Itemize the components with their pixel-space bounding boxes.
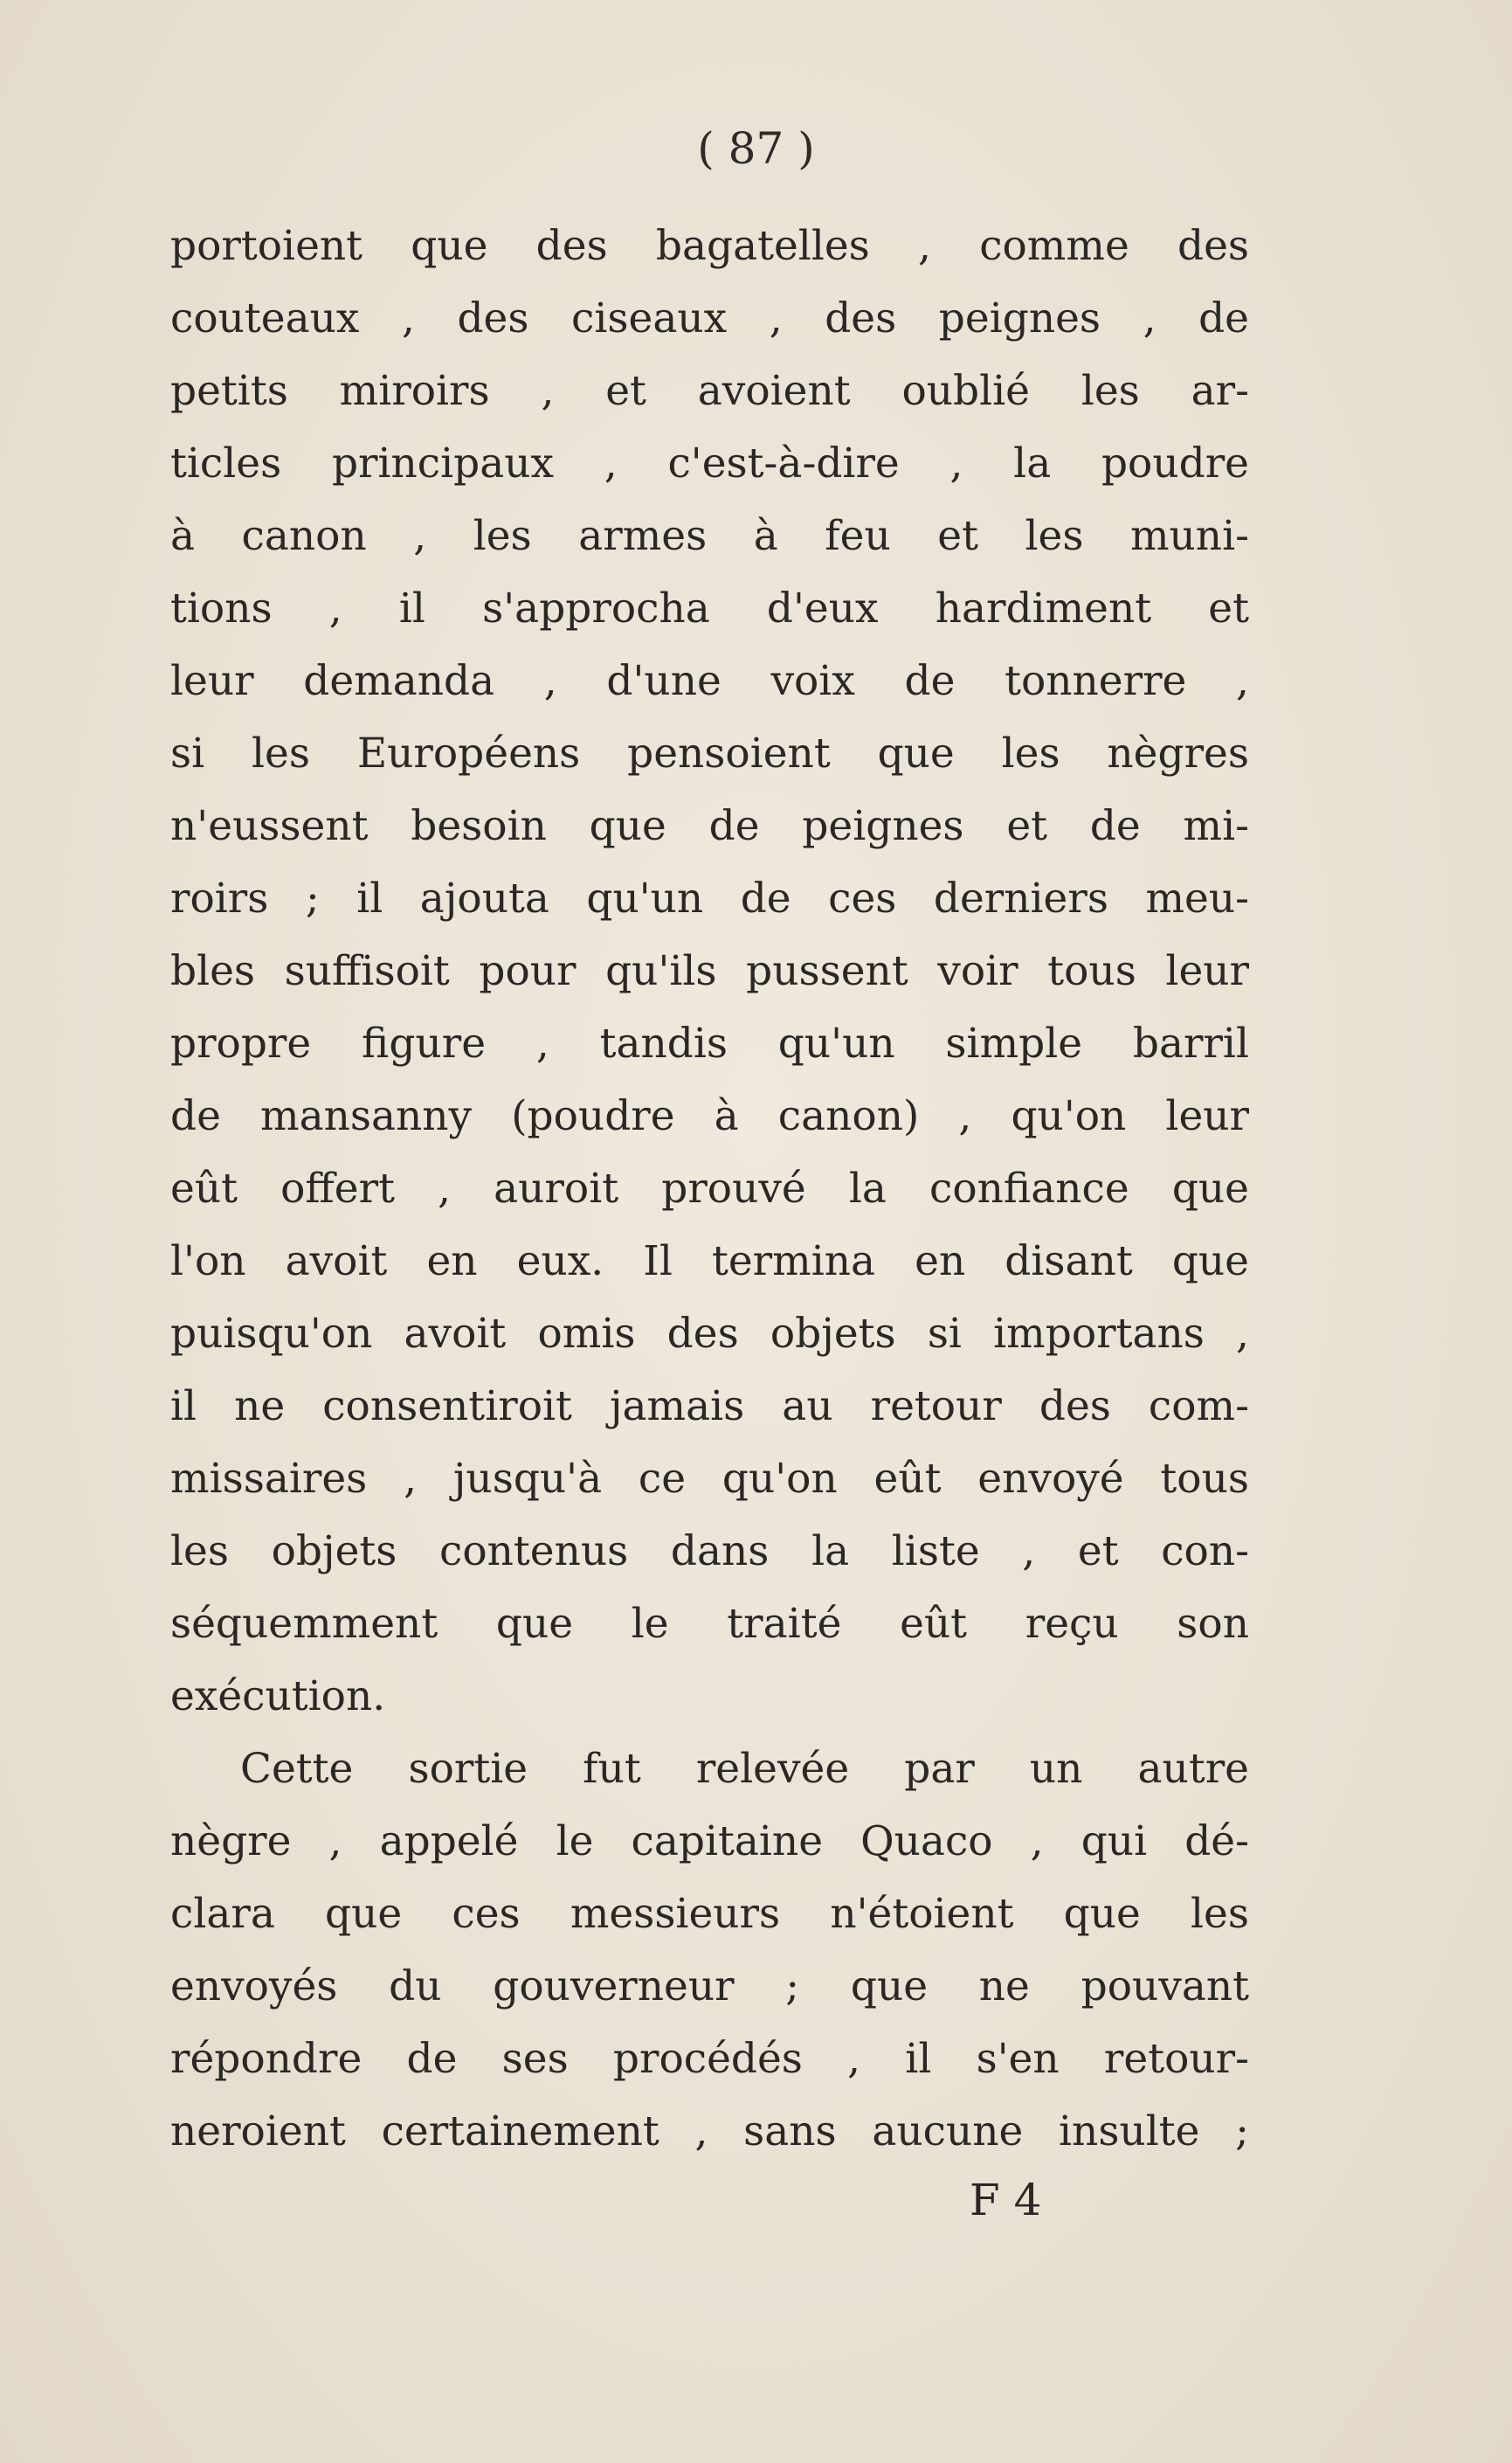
text-line: neroient certainement , sans aucune insulte ; [170, 2107, 1249, 2155]
text-line: envoyés du gouverneur ; que ne pouvant [170, 1962, 1249, 2010]
signature-mark: F 4 [970, 2175, 1042, 2225]
text-line: si les Européens pensoient que les nègres [170, 730, 1249, 778]
text-line: petits miroirs , et avoient oublié les ar- [170, 367, 1249, 415]
text-line: eût offert , auroit prouvé la confiance que [170, 1165, 1249, 1213]
text-line: n'eussent besoin que de peignes et de mi- [170, 802, 1249, 850]
page-number: ( 87 ) [697, 123, 815, 174]
text-line: répondre de ses procédés , il s'en retour- [170, 2035, 1249, 2083]
text-line: nègre , appelé le capitaine Quaco , qui dé- [170, 1817, 1249, 1865]
text-line: tions , il s'approcha d'eux hardiment et [170, 585, 1249, 633]
text-line: leur demanda , d'une voix de tonnerre , [170, 657, 1249, 705]
text-line: les objets contenus dans la liste , et con- [170, 1527, 1249, 1575]
text-line: il ne consentiroit jamais au retour des com- [170, 1382, 1249, 1430]
body-text [170, 210, 1249, 2168]
text-line: à canon , les armes à feu et les muni- [170, 512, 1249, 560]
text-line: exécution. [170, 1672, 386, 1720]
text-line: Cette sortie fut relevée par un autre [240, 1745, 1249, 1793]
text-line: portoient que des bagatelles , comme des [170, 222, 1249, 270]
text-line: bles suffisoit pour qu'ils pussent voir tous leur [170, 947, 1249, 995]
text-line: ticles principaux , c'est-à-dire , la poudre [170, 439, 1249, 488]
text-line: puisqu'on avoit omis des objets si importans , [170, 1310, 1249, 1358]
text-line: l'on avoit en eux. Il termina en disant que [170, 1237, 1249, 1285]
text-line: propre figure , tandis qu'un simple barril [170, 1020, 1249, 1068]
text-line: de mansanny (poudre à canon) , qu'on leur [170, 1092, 1249, 1140]
text-line: couteaux , des ciseaux , des peignes , de [170, 294, 1249, 342]
text-line: séquemment que le traité eût reçu son [170, 1600, 1249, 1648]
text-line: clara que ces messieurs n'étoient que les [170, 1890, 1249, 1938]
text-line: roirs ; il ajouta qu'un de ces derniers meu- [170, 875, 1249, 923]
text-line: missaires , jusqu'à ce qu'on eût envoyé tous [170, 1455, 1249, 1503]
